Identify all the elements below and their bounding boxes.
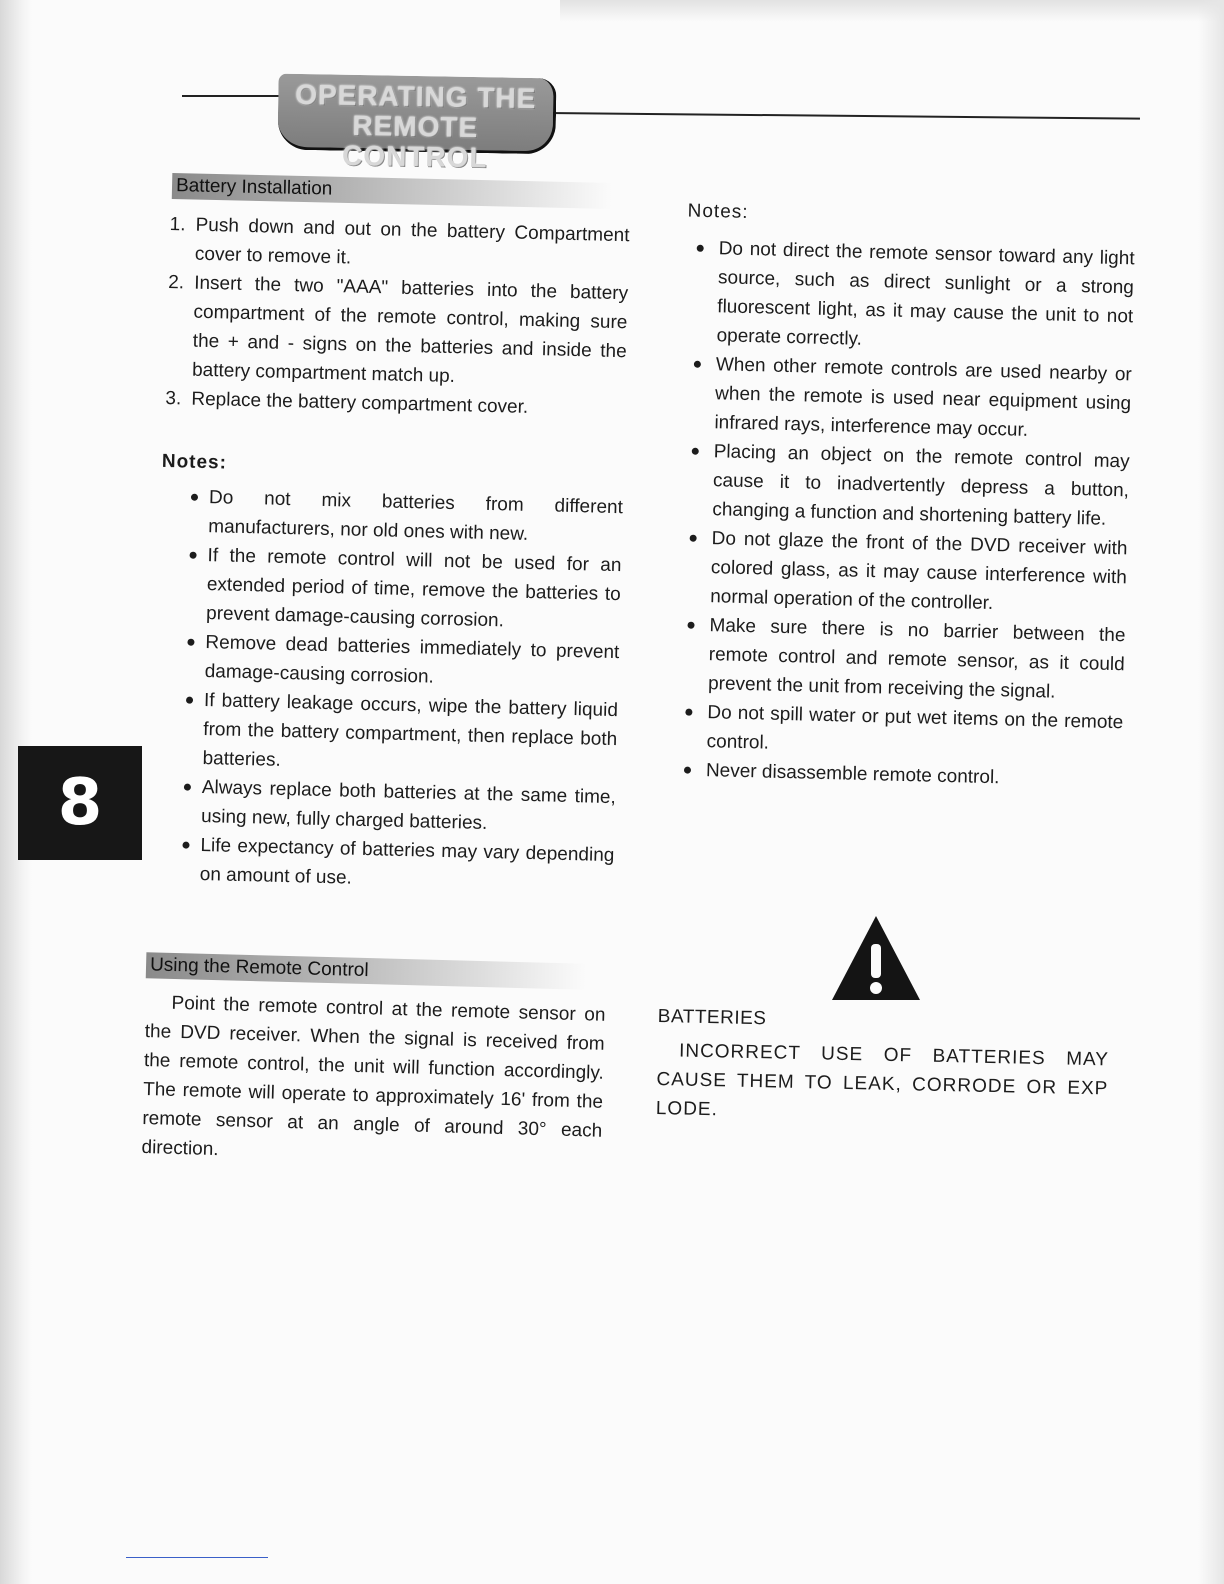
installation-steps [163,210,630,424]
page-number: 8 [57,766,103,840]
batteries-warning-title: BATTERIES [657,1006,767,1030]
remote-notes-title: Notes: [687,200,749,223]
list-item: Never disassemble remote control. [684,756,1123,796]
battery-installation-heading: Battery Installation [172,173,612,209]
bullet-icon [187,639,194,646]
using-remote-section [141,988,606,1175]
installation-step: 2. Insert the two "AAA" batteries into the battery compartment of the remote control, making sure the + and - signs on the batteries and inside the battery compartment match up. [167,272,629,388]
scan-edge-right [1198,0,1224,1584]
bullet-icon [186,697,193,704]
bullet-icon [184,784,191,791]
bullet-icon [687,622,694,629]
section-title-tab [277,74,556,174]
header-rule-left [182,95,292,97]
list-item: Remove dead batteries immediately to prevent damage-causing corrosion. [186,628,619,697]
bullet-icon [685,709,692,716]
bullet-icon [690,535,697,542]
list-item: Make sure there is no barrier between the remote control and remote sensor, as it could prevent the unit from receiving the signal. [686,611,1126,709]
bottom-mark [126,1557,268,1558]
section-title-line-2: REMOTE CONTROL [341,109,488,174]
header-rule-right [548,112,1140,120]
list-item: When other remote controls are used nearby or when the remote is used near equipment using infrared rays, interference may occur. [692,350,1132,448]
bullet-icon [694,361,701,368]
bullet-icon [692,448,699,455]
list-item: Do not glaze the front of the DVD receiver with colored glass, as it may cause interference with normal operation of the controller. [688,524,1128,622]
batteries-warning-body: INCORRECT USE OF BATTERIES MAY CAUSE THEM TO LEAK, CORRODE OR EXP LODE. [655,1040,1110,1121]
list-item: Do not mix batteries from different manufacturers, nor old ones with new. [190,483,623,552]
using-remote-heading: Using the Remote Control [146,952,587,990]
list-item: If battery leakage occurs, wipe the battery liquid from the battery compartment, then replace both batteries. [184,686,618,784]
bullet-icon [697,245,704,252]
warning-triangle-icon [830,914,922,1002]
remote-notes-section [654,196,1136,795]
installation-step: 1. Push down and out on the battery Compartment cover to remove it. [169,214,630,269]
bullet-icon [182,842,189,849]
scan-edge-top [560,0,1224,22]
battery-notes-title: Notes: [161,450,228,474]
list-item: Do not spill water or put wet items on the remote control. [684,698,1123,767]
list-item: If the remote control will not be used for an extended period of time, remove the batteries to prevent damage-causing corrosion. [188,541,622,639]
list-item: Life expectancy of batteries may vary depending on amount of use. [181,831,614,900]
using-remote-body: Point the remote control at the remote sensor on the DVD receiver. When the signal is received from the remote control, the unit will function accordingly. The remote will operate to approximately 16' from the remote sensor at an angle of around 30° each direction. [141,992,606,1161]
bullet-icon [189,552,196,559]
section-title-line-1: OPERATING THE [294,78,537,115]
battery-notes-list [151,482,623,899]
battery-installation-section [151,210,629,899]
remote-notes-list [654,233,1135,795]
page-number-tab [18,746,142,860]
batteries-warning-section [656,1006,1110,1132]
bullet-icon [684,767,691,774]
installation-step: 3. Replace the battery compartment cover. [165,387,529,418]
bullet-icon [191,494,198,501]
list-item: Placing an object on the remote control may cause it to inadvertently depress a button, changing a function and shortening battery life. [690,437,1130,535]
list-item: Always replace both batteries at the same time, using new, fully charged batteries. [183,773,616,842]
list-item: Do not direct the remote sensor toward any light source, such as direct sunlight or a strong fluorescent light, as it may cause the unit to not operate correctly. [694,234,1135,361]
